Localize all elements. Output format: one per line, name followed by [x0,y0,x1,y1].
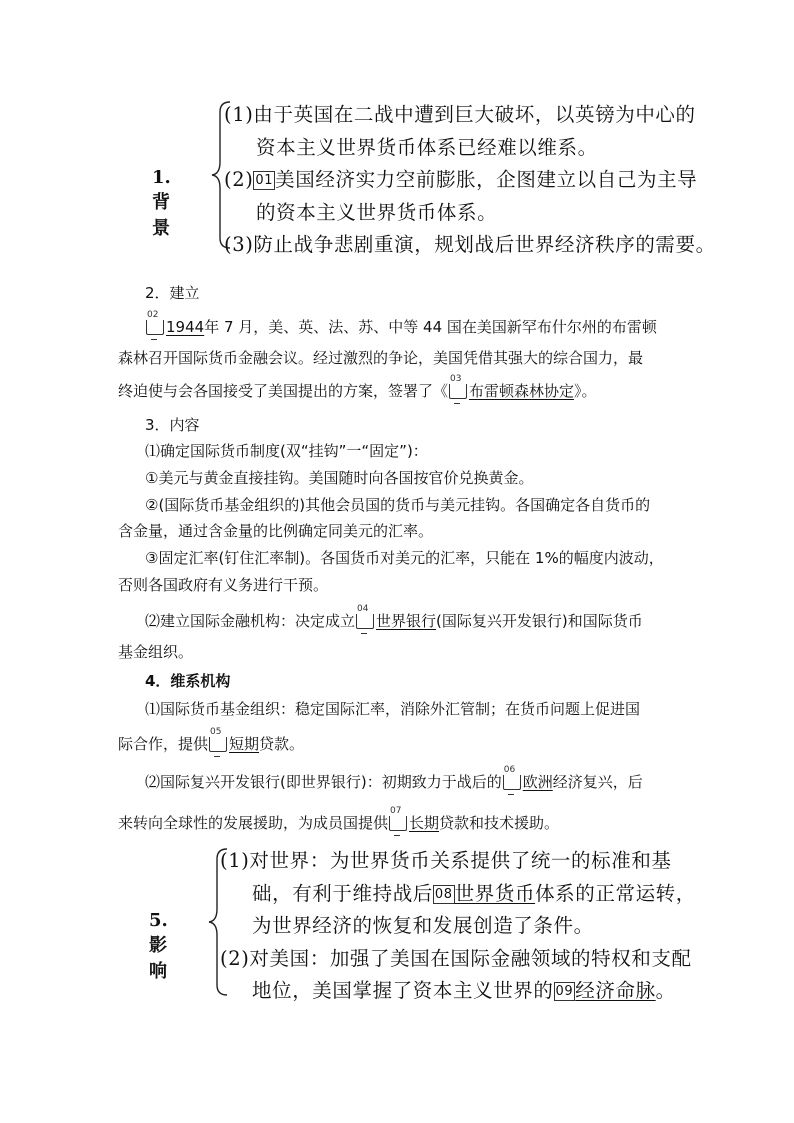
impact-item-1-cont2: 为世界经济的恢复和发展创造了条件。 [252,914,594,937]
section-content-heading: 3．内容 [145,416,200,434]
impact-item-1-cont: 础，有利于维持战后 08 世界货币体系的正常运转， [252,881,696,905]
content-p4a: ③固定汇率(钉住汇率制)。各国货币对美元的汇率，只能在 1%的幅度内波动， [145,549,664,567]
background-item-3: (3)防止战争悲剧重演，规划战后世界经济秩序的需要。 [224,233,716,256]
establishment-line-2: 森林召开国际货币金融会议。经过激烈的争论，美国凭借其强大的综合国力，最 [118,349,644,367]
content-p5: ⑵建立国际金融机构：决定成立 04 世界银行(国际复兴开发银行)和国际货币 [145,610,643,631]
answer-number-09: 09 [555,984,574,999]
answer-number-08: 08 [434,886,453,902]
impact-item-2-cont: 地位，美国掌握了资本主义世界的 09 经济命脉。 [252,979,676,1002]
answer-marker-04: 04 [355,611,375,629]
answer-marker-03: 03 [448,381,468,399]
background-item-2-cont: 的资本主义世界货币体系。 [256,200,498,224]
answer-marker-05: 05 [208,734,228,752]
content-p3b: 含金量，通过含金量的比例确定同美元的汇率。 [118,522,434,540]
answer-short-term: 短期 [229,735,260,753]
section-background-label: 1.背景 [152,167,171,239]
background-item-1-cont: 资本主义世界货币体系已经难以维系。 [256,135,598,159]
institutions-p2a: ⑵国际复兴开发银行(即世界银行)：初期致力于战后的 06 欧洲经济复兴，后 [145,771,643,792]
answer-economic-lifeline: 经济命脉 [575,979,656,1002]
section-impact-items [220,845,696,1008]
section-institutions-heading: 4．维系机构 [145,672,231,690]
answer-marker-07: 07 [388,813,408,831]
content-p4b: 否则各国政府有义务进行干预。 [118,576,329,594]
answer-number-01: 01 [255,173,274,188]
answer-year: 1944 [166,318,205,336]
institutions-p2c: 来转向全球性的发展援助，为成员国提供 07 长期贷款和技术援助。 [118,812,559,833]
establishment-line-1: 02 1944年 7 月，美、英、法、苏、中等 44 国在美国新罕布什尔州的布雷顿 [145,316,657,337]
answer-long-term: 长期 [409,814,440,832]
establishment-line-3: 终迫使与会各国接受了美国提出的方案，签署了《 03 布雷顿森林协定》。 [118,380,597,401]
background-item-1: (1)由于英国在二战中遭到巨大破坏，以英镑为中心的 [224,103,696,126]
answer-europe: 欧洲 [522,773,553,791]
answer-world-currency: 世界货币 [454,881,536,905]
answer-marker-02: 02 [145,317,165,335]
section-establishment-heading: 2．建立 [145,284,200,302]
impact-item-1: (1)对世界：为世界货币关系提供了统一的标准和基 [220,849,672,872]
answer-agreement: 布雷顿森林协定 [469,382,575,400]
content-p5c: 基金组织。 [118,643,194,661]
content-p1: ⑴确定国际货币制度(双“挂钩”一“固定”)： [145,442,428,460]
impact-item-2: (2)对美国：加强了美国在国际金融领域的特权和支配 [220,946,692,970]
institutions-p1a: ⑴国际货币基金组织：稳定国际汇率，消除外汇管制；在货币问题上促进国 [145,700,641,718]
section-background-items [224,99,716,262]
content-p2: ①美元与黄金直接挂钩。美国随时向各国按官价兑换黄金。 [145,469,534,487]
institutions-p1b: 际合作，提供 05 短期贷款。 [118,733,304,754]
content-p3a: ②(国际货币基金组织的)其他会员国的货币与美元挂钩。各国确定各自货币的 [145,496,651,514]
section-impact-label: 5.影响 [149,910,168,982]
answer-marker-06: 06 [502,772,522,790]
background-item-2: (2) 01 美国经济实力空前膨胀，企图建立以自己为主导 [224,168,698,191]
answer-world-bank: 世界银行 [376,612,437,630]
